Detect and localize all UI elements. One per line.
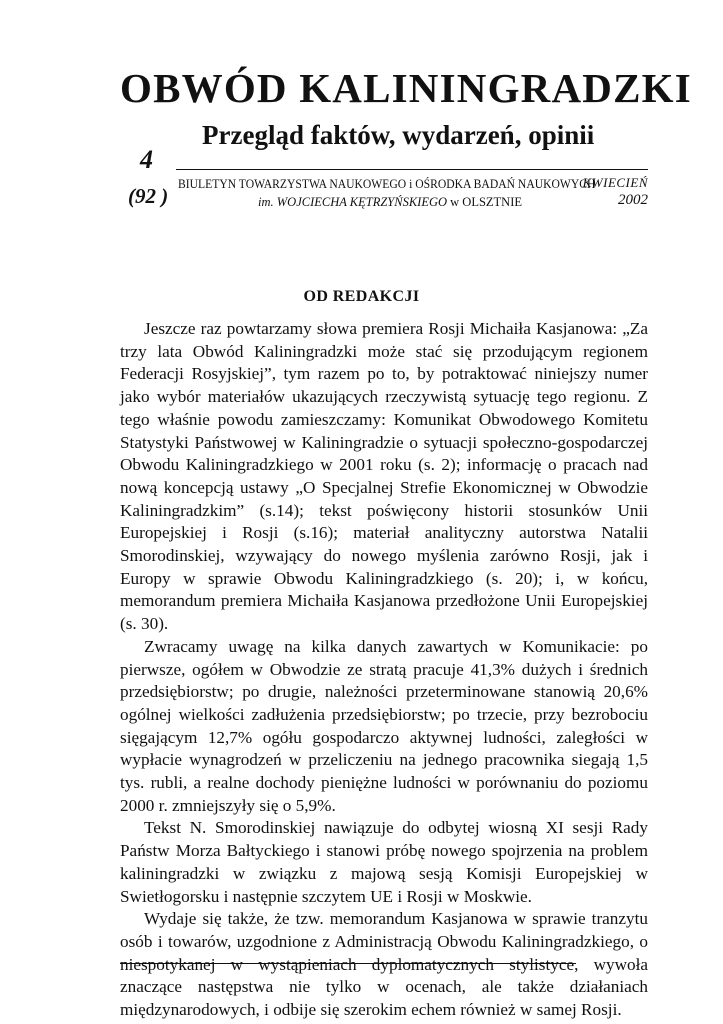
publication-subtitle: Przegląd faktów, wydarzeń, opinii [202, 120, 595, 150]
publication-title: OBWÓD KALININGRADZKI [120, 65, 692, 111]
bulletin-location-line [258, 194, 522, 210]
issue-total-number: (92 ) [128, 184, 169, 208]
bulletin-publisher-line: BIULETYN TOWARZYSTWA NAUKOWEGO i OŚRODKA BADAŃ NAUKOWYCH [178, 177, 596, 191]
institute-location: w OLSZTNIE [447, 195, 523, 209]
footer-divider [120, 963, 576, 964]
issue-year: 2002 [618, 192, 648, 208]
section-heading: OD REDAKCJI [303, 288, 420, 305]
issue-month: KWIECIEŃ [582, 175, 648, 190]
header-divider [176, 169, 648, 170]
paragraph: Jeszcze raz powtarzamy słowa premiera Rosji Michaiła Kasjanowa: „Za trzy lata Obwód Kaliningradzki może stać się przodującym regionem Federacji Rosyjskiej”, tym razem po to, by potraktować niniejszy numer jako wybór materiałów ukazujących rzeczywistą sytuację tego regionu. Z tego właśnie powodu zamieszczamy: Komunikat Obwodowego Komitetu Statystyki Państwowej w Kaliningradzie o sytuacji społeczno-gospodarczej Obwodu Kaliningradzkiego w 2001 roku (s. 2); informację o pracach nad nową koncepcją ustawy „O Specjalnej Strefie Ekonomicznej w Obwodzie Kaliningradzkim” (s.14); tekst poświęcony historii stosunków Unii Europejskiej i Rosji (s.16); materiał analityczny autorstwa Natalii Smorodinskiej, wzywający do nowego myślenia zarówno Rosji, jak i Europy w sprawie Obwodu Kaliningradzkiego (s. 20); i, w końcu, memorandum premiera Michaiła Kasjanowa przedłożone Unii Europejskiej (s. 30). [120, 319, 648, 634]
paragraph: Tekst N. Smorodinskiej nawiązuje do odbytej wiosną XI sesji Rady Państw Morza Bałtyckiego i stanowi próbę nowego spojrzenia na problem kaliningradzki w związku z majową sesją Komisji Europejskiej w Swietłogorsku i następnie szczytem UE i Rosji w Moskwie. [120, 818, 648, 906]
paragraph: Wydaje się także, że tzw. memorandum Kasjanowa w sprawie tranzytu osób i towarów, uzgodnione z Administracją Obwodu Kaliningradzkiego, o niespotykanej w wystąpieniach dyplomatycznych stylistyce, wywoła znaczące następstwa nie tylko w ocenach, ale także działaniach międzynarodowych, i odbije się szerokim echem również w samej Rosji. [120, 909, 648, 1020]
institute-name: im. WOJCIECHA KĘTRZYŃSKIEGO [258, 195, 448, 209]
paragraph: Zwracamy uwagę na kilka danych zawartych w Komunikacie: po pierwsze, ogółem w Obwodzie ze stratą pracuje 41,3% dużych i średnich przedsiębiorstw; po drugie, należności przeterminowane stanowią 20,6% ogólnej wielkości zadłużenia przedsiębiorstw; po trzecie, przy bezrobociu sięgającym 12,7% ogółu gospodarczo aktywnej ludności, zaległości w wypłacie wynagrodzeń w przeliczeniu na jednego pracownika siegają 1,5 tys. rubli, a realne dochody pieniężne ludności w porównaniu do poziomu 2000 r. zmniejszyły się o 5,9%. [120, 636, 648, 815]
issue-number: 4 [140, 145, 153, 174]
editorial-body [120, 318, 648, 1022]
